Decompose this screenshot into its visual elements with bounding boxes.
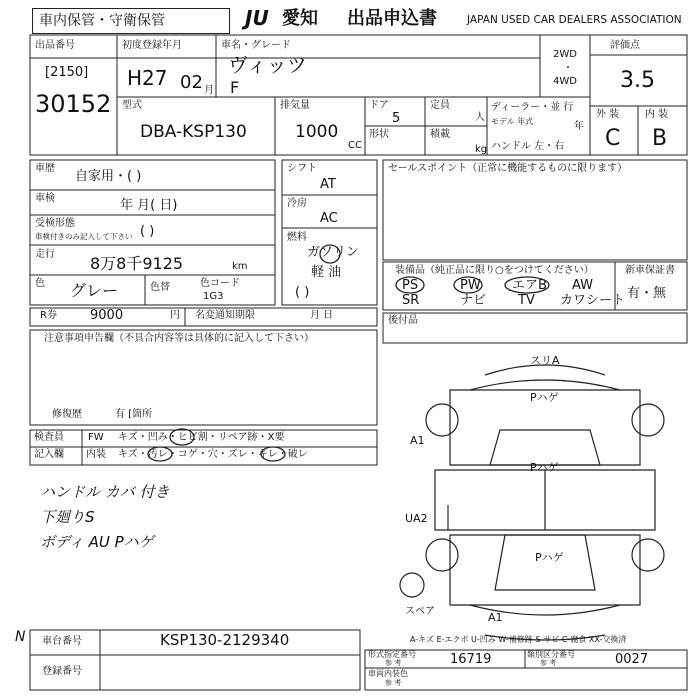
shift-value: AT [320, 177, 336, 192]
inspector-label: 検査員 [34, 432, 64, 443]
model-value: DBA-KSP130 [140, 122, 247, 142]
displacement-value: 1000 [295, 122, 339, 142]
spec-class-value: 0027 [615, 652, 649, 667]
warranty-value: 有・無 [627, 286, 667, 301]
color-code: 1G3 [203, 291, 224, 302]
fw-label: FW [88, 432, 104, 443]
color-label: 色 [35, 278, 45, 289]
color-code-label: 色コード [200, 278, 240, 289]
repair-label: 修復歴 [52, 409, 82, 420]
spec-ref: 参 考 [540, 659, 557, 667]
entry-label: 記入欄 [34, 449, 64, 460]
drive-dot: ・ [563, 63, 573, 74]
diagram-mark: A1 [488, 611, 503, 624]
mileage-unit: km [232, 261, 248, 272]
side-mark: N [15, 629, 26, 645]
recycle-value: 9000 [90, 308, 124, 323]
certification-note: 車検付きのみ記入して下さい [35, 232, 133, 241]
month-unit: 月 [204, 85, 214, 96]
equipment-pw: PW [460, 278, 481, 293]
name-notice-value: 月 日 [310, 310, 334, 321]
equipment-navi: ナビ [460, 293, 487, 308]
equipment-aw: AW [572, 278, 594, 293]
doors-label: ドア [369, 100, 389, 111]
form-title: 出品申込書 [347, 8, 437, 29]
diagram-mark: UA2 [405, 512, 428, 525]
registration-month: 02 [180, 72, 203, 93]
model-year-label: モデル 年式 [491, 117, 534, 126]
equipment-sr: SR [402, 293, 420, 308]
storage-label: 車内保管・守衛保管 [39, 13, 165, 29]
org-name: 愛知 [282, 8, 318, 29]
plate-label: 登録番号 [42, 666, 82, 677]
chassis-value: KSP130-2129340 [160, 631, 290, 649]
history-value: 自家用・( ) [75, 169, 142, 184]
fuel-label: 燃料 [287, 232, 307, 243]
rating-score: 3.5 [620, 68, 655, 93]
spare-label: スペア [405, 606, 435, 617]
load-label: 積載 [430, 129, 450, 140]
warranty-label: 新車保証書 [625, 265, 675, 276]
handwritten-note: 下廻りS [40, 508, 95, 526]
equipment-tv: TV [518, 293, 535, 308]
mileage-label: 走行 [35, 249, 55, 260]
after-fit-label: 後付品 [388, 315, 418, 326]
fw-items: キズ・凹み・ヒビ割・リペア跡・X要 [118, 432, 285, 443]
diagram-mark: Pハゲ [530, 391, 559, 404]
equipment-leather: カワシート [560, 293, 626, 308]
interior-label: 内 装 [645, 109, 669, 120]
load-unit: kg [475, 144, 488, 155]
ju-logo: JU [245, 6, 269, 30]
spec-ref: 参 考 [385, 659, 402, 667]
drive-4wd: 4WD [553, 76, 577, 87]
spec-trim-label: 車両内装色 [368, 669, 408, 678]
recycle-label: R券 [40, 310, 57, 321]
equipment-ps: PS [402, 278, 419, 293]
handle-label: ハンドル 左・右 [491, 141, 565, 152]
drive-2wd: 2WD [553, 49, 577, 60]
color-change-label: 色替 [150, 282, 170, 293]
year-unit: 年 [574, 121, 584, 132]
inspection-label: 車検 [35, 193, 55, 204]
diagram-mark: スリA [530, 354, 560, 367]
spec-model-value: 16719 [450, 652, 492, 667]
registration-year: H27 [127, 66, 168, 90]
displacement-unit: CC [348, 140, 362, 151]
spec-ref: 参 考 [385, 679, 402, 687]
ac-value: AC [320, 211, 338, 226]
registration-label: 初度登録年月 [122, 40, 182, 51]
spec-class-label: 類別区分番号 [527, 650, 575, 659]
equipment-airbag: エアB [512, 278, 547, 293]
history-label: 車歴 [35, 163, 55, 174]
name-notice-label: 名変通知期限 [195, 310, 255, 321]
lot-number: 30152 [35, 90, 112, 118]
diagram-mark: A1 [410, 434, 425, 447]
lot-number-label: 出品番号 [35, 40, 75, 51]
interior-items: キズ・汚レ・コゲ・穴・ズレ・キレ・破レ [118, 449, 308, 460]
car-name-label: 車名・グレード [221, 40, 291, 51]
diagram-mark: Pハゲ [530, 461, 559, 474]
notes-label: 注意事項申告欄（不具合内容等は具体的に記入して下さい） [44, 333, 314, 344]
spec-model-label: 形式指定番号 [368, 650, 416, 659]
certification-label: 受検形態 [35, 218, 75, 229]
fuel-other: ( ) [295, 285, 310, 300]
certification-value: ( ) [140, 224, 155, 239]
model-label: 型式 [122, 100, 142, 111]
lot-sub-number: [2150] [45, 65, 89, 80]
handwritten-note: ボディ AU Pハゲ [40, 533, 154, 551]
car-name: ヴィッツ [228, 53, 307, 77]
rating-label: 評価点 [610, 40, 640, 51]
shift-label: シフト [287, 163, 317, 174]
equipment-label: 装備品（純正品に限り○をつけてください） [395, 265, 594, 276]
interior-inspect-label: 内装 [86, 449, 106, 460]
exterior-label: 外 装 [596, 109, 620, 120]
car-grade: F [230, 78, 240, 97]
handwritten-note: ハンドル カバ 付き [40, 483, 170, 501]
color-value: グレー [70, 281, 119, 300]
recycle-unit: 円 [170, 310, 180, 321]
association-name: JAPAN USED CAR DEALERS ASSOCIATION [467, 14, 682, 26]
exterior-grade: C [605, 126, 621, 151]
fuel-diesel: 軽 油 [311, 265, 342, 280]
capacity-label: 定員 [430, 100, 450, 111]
ac-label: 冷房 [287, 198, 307, 209]
displacement-label: 排気量 [280, 100, 310, 111]
damage-legend: A-キズ E-エクボ U-凹み W-補修跡 S-サビ C-腐食 XX-交換済 [410, 635, 627, 644]
chassis-label: 車台番号 [42, 636, 82, 647]
mileage-value: 8万8千9125 [90, 254, 184, 273]
capacity-unit: 人 [475, 112, 485, 123]
doors-value: 5 [392, 111, 401, 126]
dealer-label: ディーラー・並 行 [491, 102, 574, 113]
hand-drawn-circle-icon [148, 245, 549, 461]
interior-grade: B [652, 126, 668, 151]
repair-value: 有 [箇所 [115, 409, 153, 420]
inspection-value: 年 月( 日) [120, 198, 178, 213]
shape-label: 形状 [369, 129, 389, 140]
sales-point-label: セールスポイント（正常に機能するものに限ります） [388, 163, 628, 174]
fuel-gasoline: ガソリン [307, 245, 360, 260]
diagram-mark: Pハゲ [535, 551, 564, 564]
